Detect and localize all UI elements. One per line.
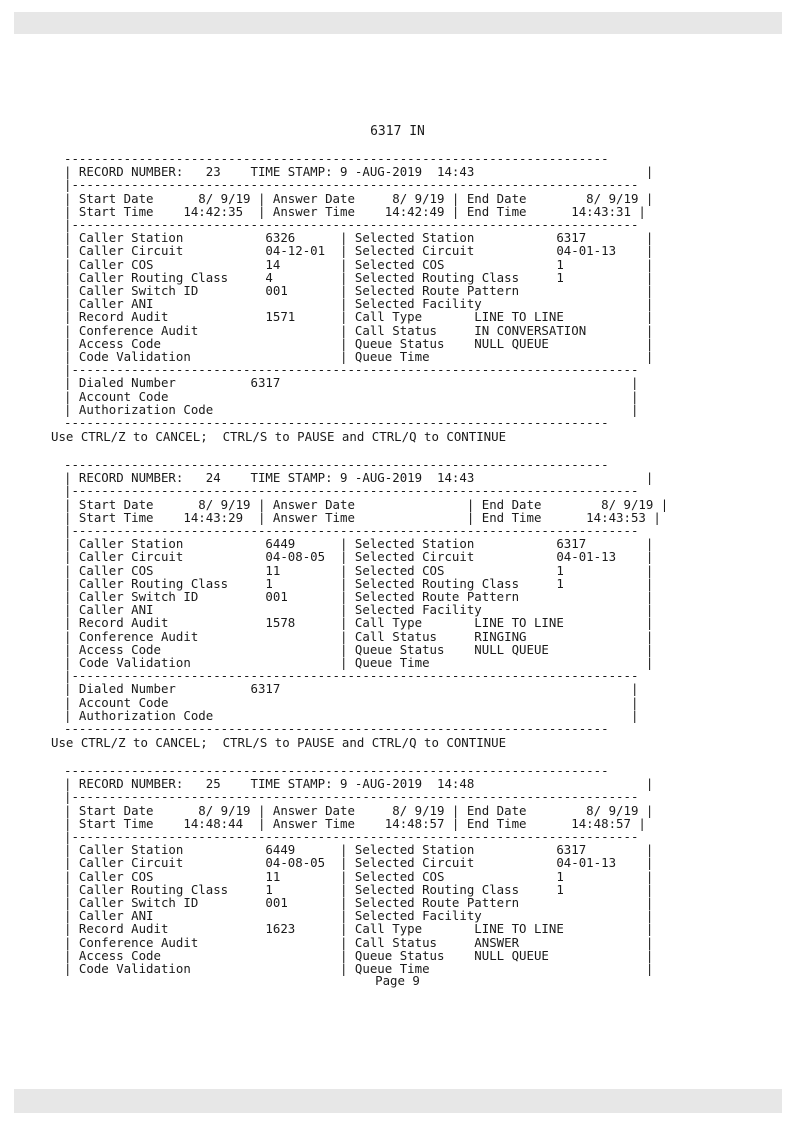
call-record-24 [64,458,696,735]
record-line: | Conference Audit | Call Status RINGING | [64,628,654,644]
record-line: |---------------------------------------------------------------------------- [64,177,639,193]
record-line: | Access Code | Queue Status NULL QUEUE | [64,947,654,963]
call-record-25 [64,764,696,975]
page-header-title: 6317 IN [370,124,425,139]
record-line: | Conference Audit | Call Status IN CONVERSATION | [64,322,654,338]
record-line: | RECORD NUMBER: 25 TIME STAMP: 9 -AUG-2019 14:48 | [64,776,654,792]
record-line: |---------------------------------------------------------------------------- [64,668,639,684]
record-line: |---------------------------------------------------------------------------- [64,483,639,499]
record-line: | Record Audit 1578 | Call Type LINE TO LINE | [64,615,654,631]
cancel-prompt: Use CTRL/Z to CANCEL; CTRL/S to PAUSE and CTRL/Q to CONTINUE [51,735,507,750]
record-line: | Access Code | Queue Status NULL QUEUE | [64,641,654,657]
call-record-23 [64,152,696,429]
record-line: | Start Date 8/ 9/19 | Answer Date | End Date 8/ 9/19 | [64,496,669,512]
record-line: | Caller COS 14 | Selected COS 1 | [64,256,654,272]
record-line: ------------------------------------------------------------------------- [64,151,609,166]
record-line: | Caller Circuit 04-08-05 | Selected Circuit 04-01-13 | [64,855,654,871]
record-line: | Access Code | Queue Status NULL QUEUE | [64,335,654,351]
record-line: | Start Time 14:48:44 | Answer Time 14:48:57 | End Time 14:48:57 | [64,815,646,831]
record-line: | Caller Switch ID 001 | Selected Route Pattern | [64,895,654,911]
record-line: | Caller Circuit 04-08-05 | Selected Circuit 04-01-13 | [64,549,654,565]
record-line: | Dialed Number 6317 | [64,681,639,697]
record-line: | Dialed Number 6317 | [64,375,639,391]
record-line: | Record Audit 1571 | Call Type LINE TO LINE | [64,309,654,325]
record-line: | Account Code | [64,694,639,710]
record-line: ------------------------------------------------------------------------- [64,721,609,737]
record-line: | Caller Station 6449 | Selected Station 6317 | [64,842,654,858]
record-text [64,458,696,735]
record-line: |---------------------------------------------------------------------------- [64,789,639,805]
record-line: ------------------------------------------------------------------------- [64,457,609,472]
page-number: Page 9 [375,973,420,988]
record-line: | Authorization Code | [64,401,639,417]
record-line: | Caller ANI | Selected Facility | [64,296,654,312]
record-line: | Code Validation | Queue Time | [64,349,654,365]
record-line: | Start Date 8/ 9/19 | Answer Date 8/ 9/19 | End Date 8/ 9/19 | [64,802,654,818]
record-line: | Caller Routing Class 1 | Selected Routing Class 1 | [64,575,654,591]
record-line: | Start Time 14:43:29 | Answer Time | End Time 14:43:53 | [64,509,661,525]
record-line: | RECORD NUMBER: 24 TIME STAMP: 9 -AUG-2019 14:43 | [64,470,654,486]
record-line: | Caller COS 11 | Selected COS 1 | [64,868,654,884]
record-line: | Caller ANI | Selected Facility | [64,908,654,924]
record-line: | Caller Circuit 04-12-01 | Selected Circuit 04-01-13 | [64,243,654,259]
record-line: | Start Date 8/ 9/19 | Answer Date 8/ 9/19 | End Date 8/ 9/19 | [64,190,654,206]
record-line: | Account Code | [64,388,639,404]
record-line: ------------------------------------------------------------------------- [64,415,609,431]
record-line: | Caller Switch ID 001 | Selected Route Pattern | [64,283,654,299]
record-text [64,764,696,975]
cancel-prompt: Use CTRL/Z to CANCEL; CTRL/S to PAUSE and CTRL/Q to CONTINUE [51,429,507,444]
record-line: | Caller Routing Class 1 | Selected Routing Class 1 | [64,881,654,897]
record-line: ------------------------------------------------------------------------- [64,763,609,778]
record-line: | Caller COS 11 | Selected COS 1 | [64,562,654,578]
record-line: | Code Validation | Queue Time | [64,655,654,671]
record-line: | RECORD NUMBER: 23 TIME STAMP: 9 -AUG-2019 14:43 | [64,164,654,180]
record-line: | Start Time 14:42:35 | Answer Time 14:42:49 | End Time 14:43:31 | [64,203,646,219]
record-line: |---------------------------------------------------------------------------- [64,217,639,233]
record-line: | Record Audit 1623 | Call Type LINE TO LINE | [64,921,654,937]
record-line: |---------------------------------------------------------------------------- [64,523,639,539]
record-line: | Caller Switch ID 001 | Selected Route Pattern | [64,589,654,605]
record-line: | Authorization Code | [64,707,639,723]
record-line: | Caller Station 6449 | Selected Station 6317 | [64,536,654,552]
record-line: |---------------------------------------------------------------------------- [64,829,639,845]
record-line: |---------------------------------------------------------------------------- [64,362,639,378]
record-line: | Caller ANI | Selected Facility | [64,602,654,618]
record-line: | Conference Audit | Call Status ANSWER | [64,934,654,950]
record-line: | Caller Routing Class 4 | Selected Routing Class 1 | [64,269,654,285]
record-line: | Code Validation | Queue Time | [64,961,654,977]
record-line: | Caller Station 6326 | Selected Station 6317 | [64,230,654,246]
record-text [64,152,696,429]
